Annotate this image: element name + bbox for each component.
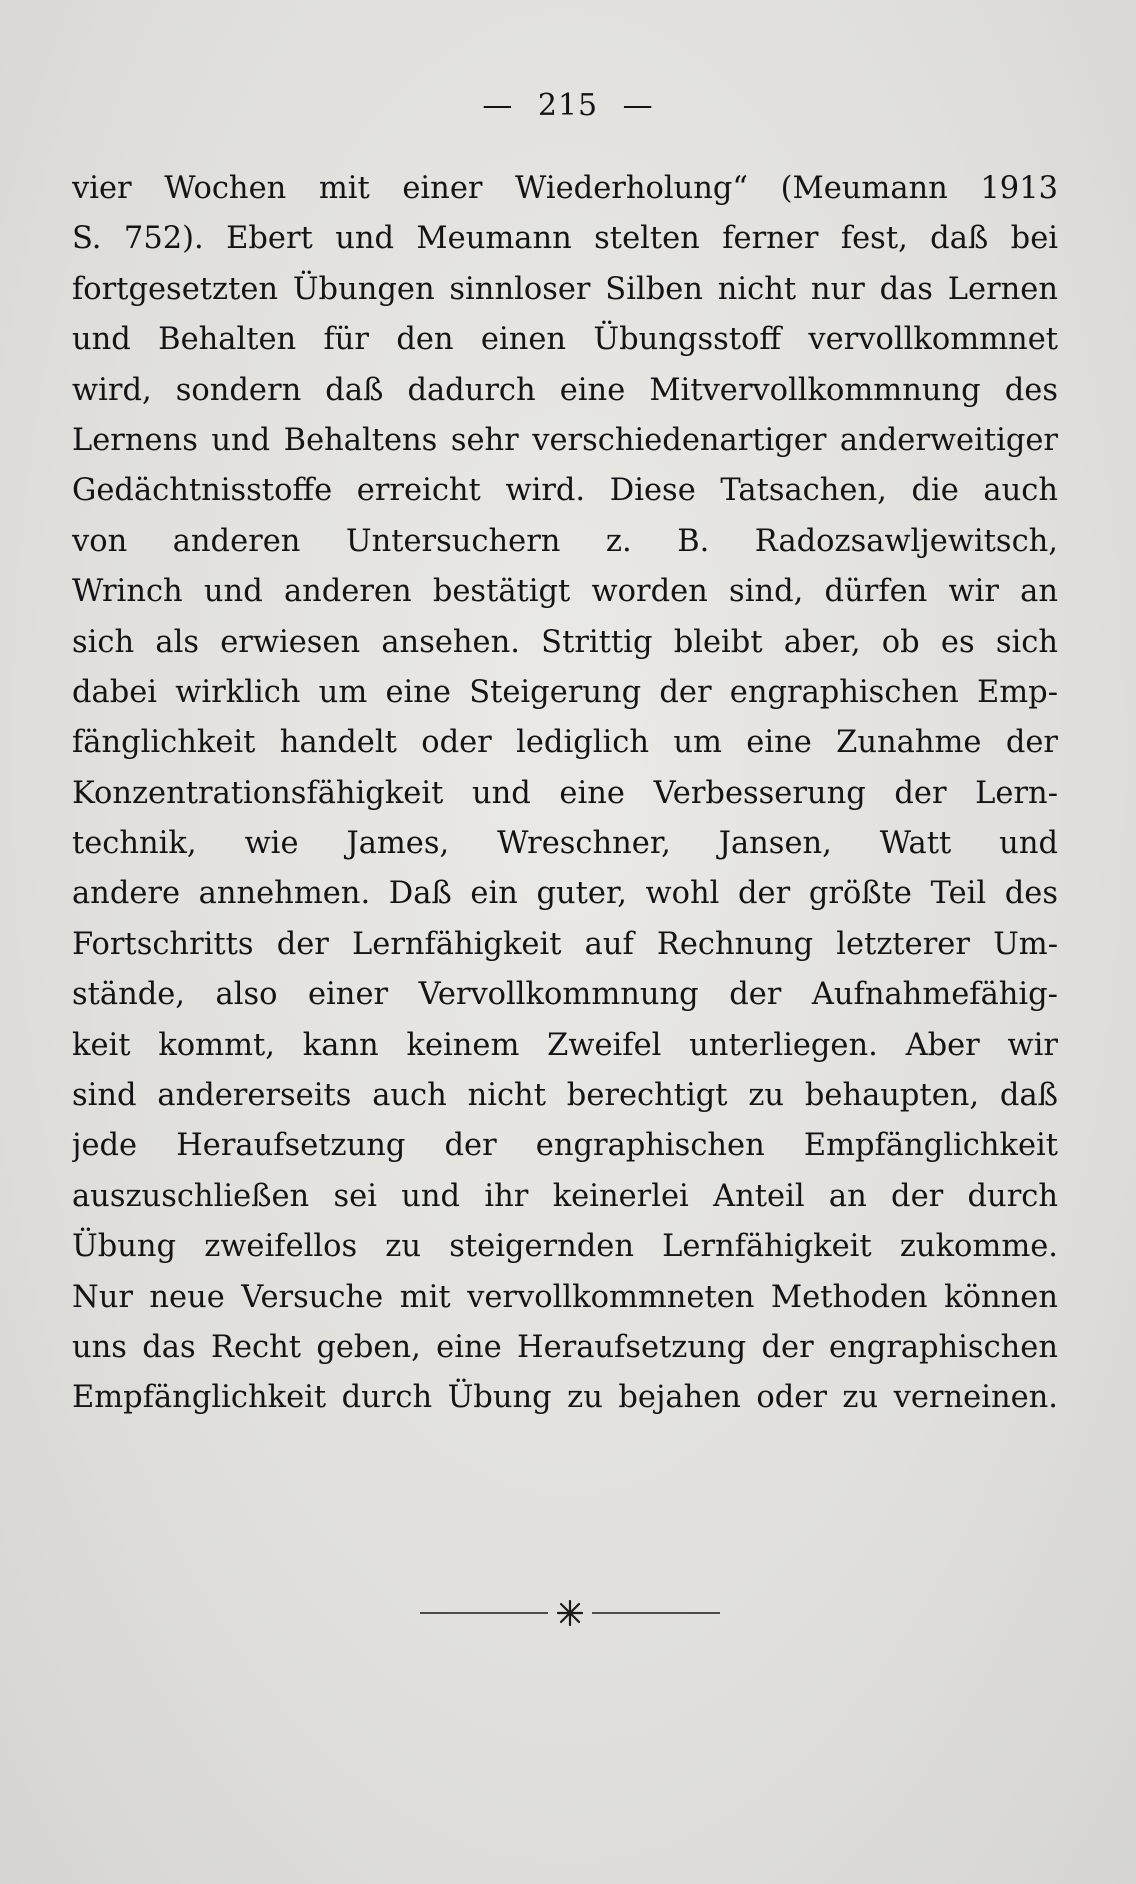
text-line: vier Wochen mit einer Wiederholung“ (Meumann 1913 — [72, 171, 1058, 206]
text-line: stände, also einer Vervollkommnung der Aufnahmefähig- — [72, 977, 1058, 1013]
text-line: Fortschritts der Lernfähigkeit auf Rechnung letzterer Um- — [72, 926, 1058, 962]
text-line: fortgesetzten Übungen sinnloser Silben nicht nur das Lernen — [72, 271, 1058, 307]
text-line: Wrinch und anderen bestätigt worden sind, dürfen wir an — [72, 574, 1058, 610]
text-line: Gedächtnisstoffe erreicht wird. Diese Tatsachen, die auch — [72, 473, 1058, 509]
text-line: andere annehmen. Daß ein guter, wohl der größte Teil des — [72, 876, 1058, 912]
text-line: technik, wie James, Wreschner, Jansen, Watt und — [72, 826, 1058, 862]
text-line: sich als erwiesen ansehen. Strittig bleibt aber, ob es sich — [72, 624, 1058, 660]
page-header — [0, 88, 1136, 123]
text-line: Übung zweifellos zu steigernden Lernfähigkeit zukomme. — [72, 1229, 1058, 1265]
text-line: sind andererseits auch nicht berechtigt zu behaupten, daß — [72, 1078, 1058, 1114]
text-line: uns das Recht geben, eine Heraufsetzung der engraphischen — [72, 1329, 1058, 1365]
asterism-divider-icon — [420, 1598, 720, 1628]
text-line: Empfänglichkeit durch Übung zu bejahen oder zu verneinen. — [72, 1380, 1058, 1416]
text-line: und Behalten für den einen Übungsstoff vervollkommnet — [72, 322, 1058, 358]
text-line: Nur neue Versuche mit vervollkommneten Methoden können — [72, 1279, 1058, 1315]
text-line: dabei wirklich um eine Steigerung der engraphischen Emp- — [72, 674, 1058, 710]
text-line: wird, sondern daß dadurch eine Mitvervollkommnung des — [72, 372, 1058, 408]
text-line: S. 752). Ebert und Meumann stelten ferner fest, daß bei — [72, 221, 1058, 257]
text-line: keit kommt, kann keinem Zweifel unterliegen. Aber wir — [72, 1027, 1058, 1063]
divider-graphic — [420, 1598, 720, 1628]
header-dash-left: — — [482, 88, 514, 123]
text-line: fänglichkeit handelt oder lediglich um eine Zunahme der — [72, 725, 1058, 761]
body-text — [72, 164, 1058, 1424]
text-line: Konzentrationsfähigkeit und eine Verbesserung der Lern- — [72, 775, 1058, 811]
page-number: 215 — [537, 88, 599, 123]
header-dash-right: — — [622, 88, 654, 123]
text-line: von anderen Untersuchern z. B. Radozsawljewitsch, — [72, 523, 1058, 559]
text-line: auszuschließen sei und ihr keinerlei Anteil an der durch — [72, 1178, 1058, 1214]
text-line: Lernens und Behaltens sehr verschiedenartiger anderweitiger — [72, 422, 1058, 458]
text-line: jede Heraufsetzung der engraphischen Empfänglichkeit — [72, 1128, 1058, 1164]
